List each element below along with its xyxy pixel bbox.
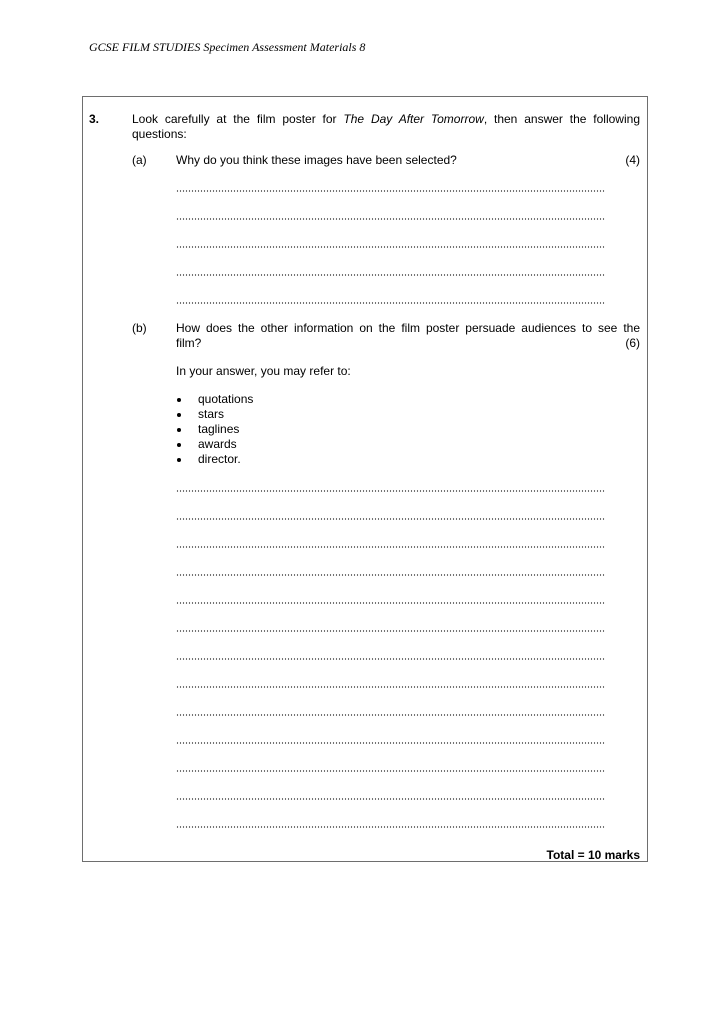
answer-line-b-1[interactable] — [176, 490, 605, 492]
answer-line-b-13[interactable] — [176, 826, 605, 828]
answer-line-a-2[interactable] — [176, 218, 605, 220]
answer-line-b-12[interactable] — [176, 798, 605, 800]
total-marks: Total = 10 marks — [546, 848, 640, 862]
answer-line-b-8[interactable] — [176, 686, 605, 688]
answer-line-b-2[interactable] — [176, 518, 605, 520]
bullet-text: director. — [198, 452, 241, 466]
answer-line-b-10[interactable] — [176, 742, 605, 744]
bullet-dot-icon — [177, 413, 181, 417]
stem-text-before: Look carefully at the film poster for — [132, 112, 344, 126]
answer-line-b-7[interactable] — [176, 658, 605, 660]
stem-text-after: , then answer the following questions: — [132, 112, 640, 141]
answer-line-b-5[interactable] — [176, 602, 605, 604]
bullet-text: stars — [198, 407, 225, 421]
part-b-question — [176, 321, 640, 351]
answer-line-a-5[interactable] — [176, 302, 605, 304]
film-title: The Day After Tomorrow — [343, 112, 484, 126]
bullet-dot-icon — [177, 443, 181, 447]
bullet-text: taglines — [198, 422, 240, 436]
bullet-dot-icon — [177, 428, 181, 432]
question-number: 3. — [89, 112, 100, 126]
bullet-dot-icon — [177, 458, 181, 462]
question-stem — [132, 112, 640, 142]
part-b-question-line2: film? — [176, 336, 202, 350]
part-b-marks: (6) — [625, 336, 640, 350]
part-b-label: (b) — [132, 321, 147, 335]
answer-line-b-4[interactable] — [176, 574, 605, 576]
running-header: GCSE FILM STUDIES Specimen Assessment Materials 8 — [89, 40, 366, 54]
bullet-text: awards — [198, 437, 237, 451]
answer-line-a-1[interactable] — [176, 190, 605, 192]
answer-line-a-4[interactable] — [176, 274, 605, 276]
bullet-text: quotations — [198, 392, 254, 406]
answer-line-b-6[interactable] — [176, 630, 605, 632]
answer-line-b-11[interactable] — [176, 770, 605, 772]
part-a-marks: (4) — [625, 153, 640, 167]
part-a-question: Why do you think these images have been selected? — [176, 153, 457, 167]
answer-line-a-3[interactable] — [176, 246, 605, 248]
part-b-prompt: In your answer, you may refer to: — [176, 364, 351, 378]
question-frame — [82, 96, 648, 862]
part-a-label: (a) — [132, 153, 147, 167]
answer-line-b-9[interactable] — [176, 714, 605, 716]
answer-line-b-3[interactable] — [176, 546, 605, 548]
part-b-question-line1: How does the other information on the film poster persuade audiences to see the — [176, 321, 640, 335]
bullet-dot-icon — [177, 398, 181, 402]
